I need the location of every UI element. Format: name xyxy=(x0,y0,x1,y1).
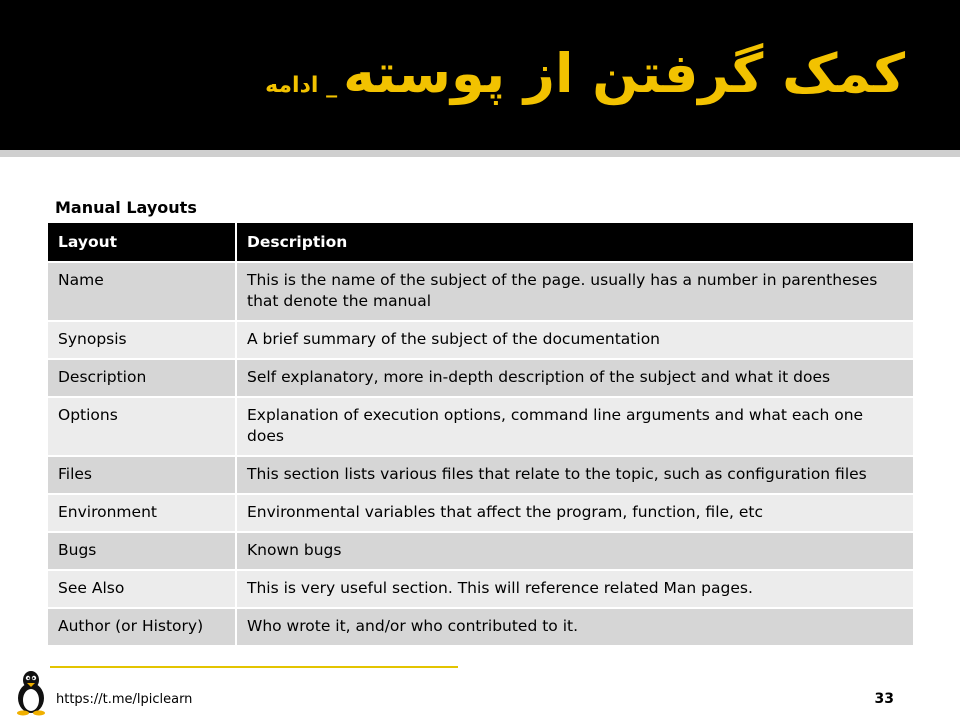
table-row xyxy=(48,494,913,532)
description-cell: Self explanatory, more in-depth description of the subject and what it does xyxy=(236,359,913,397)
description-cell: Environmental variables that affect the program, function, file, etc xyxy=(236,494,913,532)
layout-cell: Options xyxy=(48,397,236,456)
manual-layouts-table xyxy=(48,223,913,645)
header-description: Description xyxy=(236,223,913,262)
layout-cell: Description xyxy=(48,359,236,397)
slide-title xyxy=(265,42,905,105)
layout-cell: Files xyxy=(48,456,236,494)
description-cell: This is the name of the subject of the page. usually has a number in parentheses that denote the manual xyxy=(236,262,913,321)
tux-penguin-icon xyxy=(12,668,50,716)
layout-cell: Environment xyxy=(48,494,236,532)
table-row xyxy=(48,608,913,645)
table-row xyxy=(48,262,913,321)
footer-rule xyxy=(50,666,458,668)
layout-cell: Synopsis xyxy=(48,321,236,359)
layout-cell: See Also xyxy=(48,570,236,608)
table-header-row xyxy=(48,223,913,262)
table-row xyxy=(48,456,913,494)
slide-title-main: کمک گرفتن از پوسته xyxy=(343,42,905,105)
table-row xyxy=(48,532,913,570)
footer-url-link[interactable]: https://t.me/lpiclearn xyxy=(56,692,193,707)
description-cell: A brief summary of the subject of the documentation xyxy=(236,321,913,359)
description-cell: Known bugs xyxy=(236,532,913,570)
table-row xyxy=(48,397,913,456)
description-cell: This section lists various files that relate to the topic, such as configuration files xyxy=(236,456,913,494)
table-row xyxy=(48,321,913,359)
table-row xyxy=(48,359,913,397)
header-divider xyxy=(0,150,960,157)
header-layout: Layout xyxy=(48,223,236,262)
description-cell: Explanation of execution options, command line arguments and what each one does xyxy=(236,397,913,456)
slide-title-sub: _ ادامه xyxy=(265,73,338,98)
layout-cell: Name xyxy=(48,262,236,321)
layout-cell: Bugs xyxy=(48,532,236,570)
page-number: 33 xyxy=(874,691,894,707)
table-row xyxy=(48,570,913,608)
table-caption: Manual Layouts xyxy=(55,198,197,217)
layout-cell: Author (or History) xyxy=(48,608,236,645)
description-cell: Who wrote it, and/or who contributed to it. xyxy=(236,608,913,645)
description-cell: This is very useful section. This will reference related Man pages. xyxy=(236,570,913,608)
